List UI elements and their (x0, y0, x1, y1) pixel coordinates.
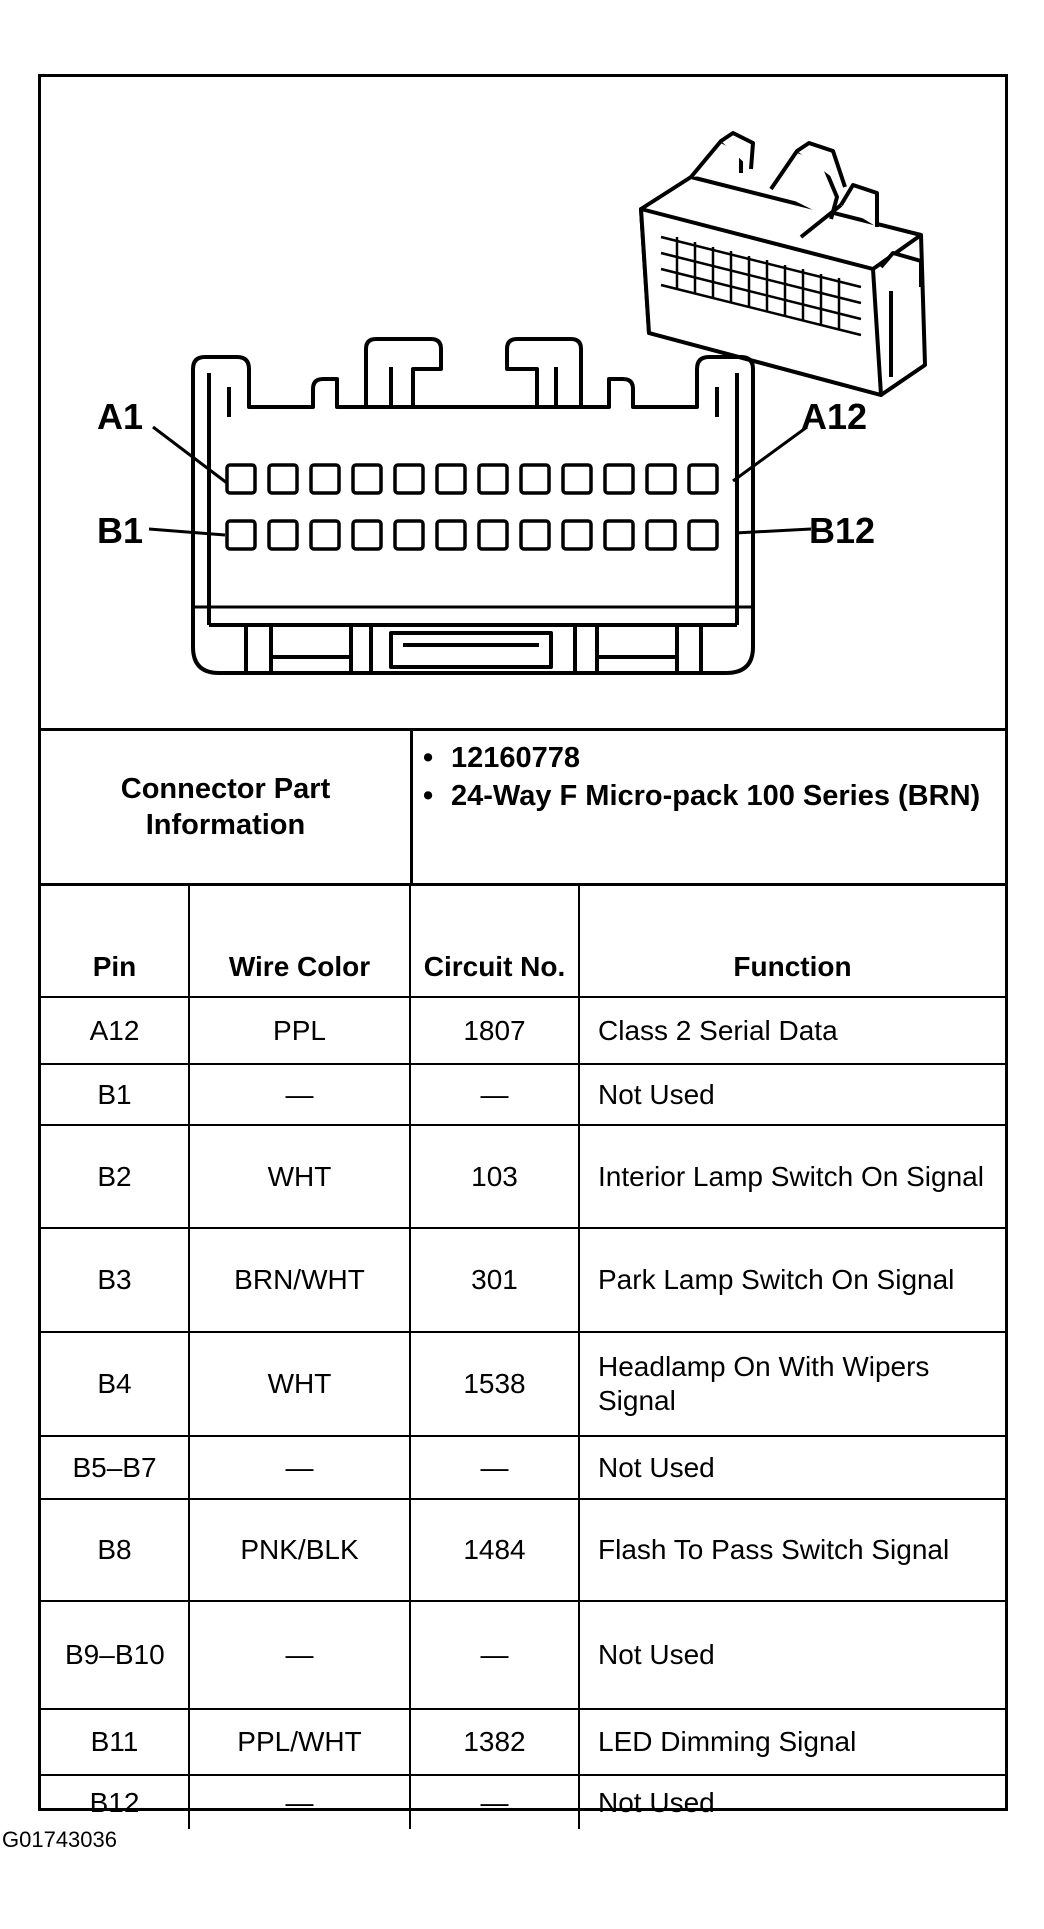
cell-function: Not Used (579, 1601, 1005, 1709)
table-row (41, 997, 1005, 1064)
part-number: • 12160778 (413, 739, 1003, 777)
table-header-row (41, 883, 1005, 997)
cell-wire-color: PNK/BLK (189, 1499, 410, 1601)
cell-function: Not Used (579, 1064, 1005, 1125)
pin-label-a1: A1 (97, 396, 144, 437)
pin-cavity-b2 (269, 521, 297, 549)
cell-pin: B9–B10 (41, 1601, 189, 1709)
leader-line-a1 (153, 427, 227, 483)
pin-cavity-a5 (395, 465, 423, 493)
cell-function: Park Lamp Switch On Signal (579, 1228, 1005, 1332)
connector-part-info-list (413, 739, 1003, 815)
cell-wire-color: PPL (189, 997, 410, 1064)
cell-pin: B3 (41, 1228, 189, 1332)
connector-part-info-label-text: Connector Part Information (120, 773, 331, 841)
table-row (41, 1499, 1005, 1601)
cell-function: Not Used (579, 1775, 1005, 1829)
cell-circuit: 103 (410, 1125, 579, 1228)
pin-cavity-b4 (353, 521, 381, 549)
pin-cavity-a4 (353, 465, 381, 493)
header-function: Function (579, 883, 1005, 997)
cell-circuit: — (410, 1436, 579, 1499)
cell-pin: B11 (41, 1709, 189, 1775)
header-wire-color: Wire Color (189, 883, 410, 997)
figure-id: G01743036 (2, 1827, 117, 1852)
cell-pin: B1 (41, 1064, 189, 1125)
table-row (41, 1436, 1005, 1499)
cell-function: LED Dimming Signal (579, 1709, 1005, 1775)
pin-label-b1: B1 (97, 510, 144, 551)
cell-wire-color: PPL/WHT (189, 1709, 410, 1775)
table-row (41, 1775, 1005, 1829)
cell-pin: B2 (41, 1125, 189, 1228)
cell-pin: B12 (41, 1775, 189, 1829)
pin-cavity-a3 (311, 465, 339, 493)
pin-cavity-b9 (563, 521, 591, 549)
cell-pin: B4 (41, 1332, 189, 1436)
pin-function-table (41, 883, 1005, 1829)
cell-circuit: — (410, 1775, 579, 1829)
header-circuit-no: Circuit No. (410, 883, 579, 997)
connector-part-info (41, 731, 1005, 886)
pin-cavity-b1 (227, 521, 255, 549)
cell-wire-color: — (189, 1601, 410, 1709)
cell-pin: B5–B7 (41, 1436, 189, 1499)
cell-pin: A12 (41, 997, 189, 1064)
leader-line-b1 (149, 529, 225, 535)
table-row (41, 1125, 1005, 1228)
connector-diagram (41, 77, 1005, 731)
cell-circuit: 301 (410, 1228, 579, 1332)
cell-pin: B8 (41, 1499, 189, 1601)
pin-cavity-b8 (521, 521, 549, 549)
cell-circuit: 1382 (410, 1709, 579, 1775)
pin-cavity-b10 (605, 521, 633, 549)
pin-grid (227, 465, 717, 549)
cell-wire-color: BRN/WHT (189, 1228, 410, 1332)
pin-cavity-b6 (437, 521, 465, 549)
pin-cavity-a9 (563, 465, 591, 493)
table-row (41, 1228, 1005, 1332)
connector-3d-view (641, 133, 925, 395)
cell-wire-color: WHT (189, 1125, 410, 1228)
cell-wire-color: WHT (189, 1332, 410, 1436)
leader-line-b12 (735, 529, 811, 533)
cell-circuit: — (410, 1064, 579, 1125)
cell-circuit: — (410, 1601, 579, 1709)
cell-circuit: 1538 (410, 1332, 579, 1436)
pin-cavity-a11 (647, 465, 675, 493)
pin-cavity-a10 (605, 465, 633, 493)
pin-label-b12: B12 (809, 510, 876, 551)
pin-cavity-a12 (689, 465, 717, 493)
pin-cavity-a1 (227, 465, 255, 493)
pin-cavity-a6 (437, 465, 465, 493)
pin-cavity-b11 (647, 521, 675, 549)
connector-description: • 24-Way F Micro-pack 100 Series (BRN) (413, 777, 1003, 815)
pin-cavity-b3 (311, 521, 339, 549)
pin-cavity-b12 (689, 521, 717, 549)
cell-function: Flash To Pass Switch Signal (579, 1499, 1005, 1601)
cell-circuit: 1484 (410, 1499, 579, 1601)
table-row (41, 1709, 1005, 1775)
cell-function: Headlamp On With Wipers Signal (579, 1332, 1005, 1436)
pin-label-a12: A12 (801, 396, 868, 437)
cell-wire-color: — (189, 1436, 410, 1499)
pin-cavity-a8 (521, 465, 549, 493)
cell-wire-color: — (189, 1064, 410, 1125)
connector-part-info-label (41, 731, 413, 883)
table-row (41, 1601, 1005, 1709)
connector-sheet (38, 74, 1008, 1818)
pin-cavity-b5 (395, 521, 423, 549)
pin-cavity-a2 (269, 465, 297, 493)
cell-function: Class 2 Serial Data (579, 997, 1005, 1064)
pin-cavity-a7 (479, 465, 507, 493)
table-row (41, 1064, 1005, 1125)
cell-function: Not Used (579, 1436, 1005, 1499)
table-body (41, 997, 1005, 1829)
pin-cavity-b7 (479, 521, 507, 549)
connector-face-drawing (41, 77, 1005, 728)
cell-wire-color: — (189, 1775, 410, 1829)
cell-circuit: 1807 (410, 997, 579, 1064)
leader-line-a12 (733, 427, 807, 481)
connector-front-view (193, 339, 753, 673)
table-row (41, 1332, 1005, 1436)
header-pin: Pin (41, 883, 189, 997)
cell-function: Interior Lamp Switch On Signal (579, 1125, 1005, 1228)
